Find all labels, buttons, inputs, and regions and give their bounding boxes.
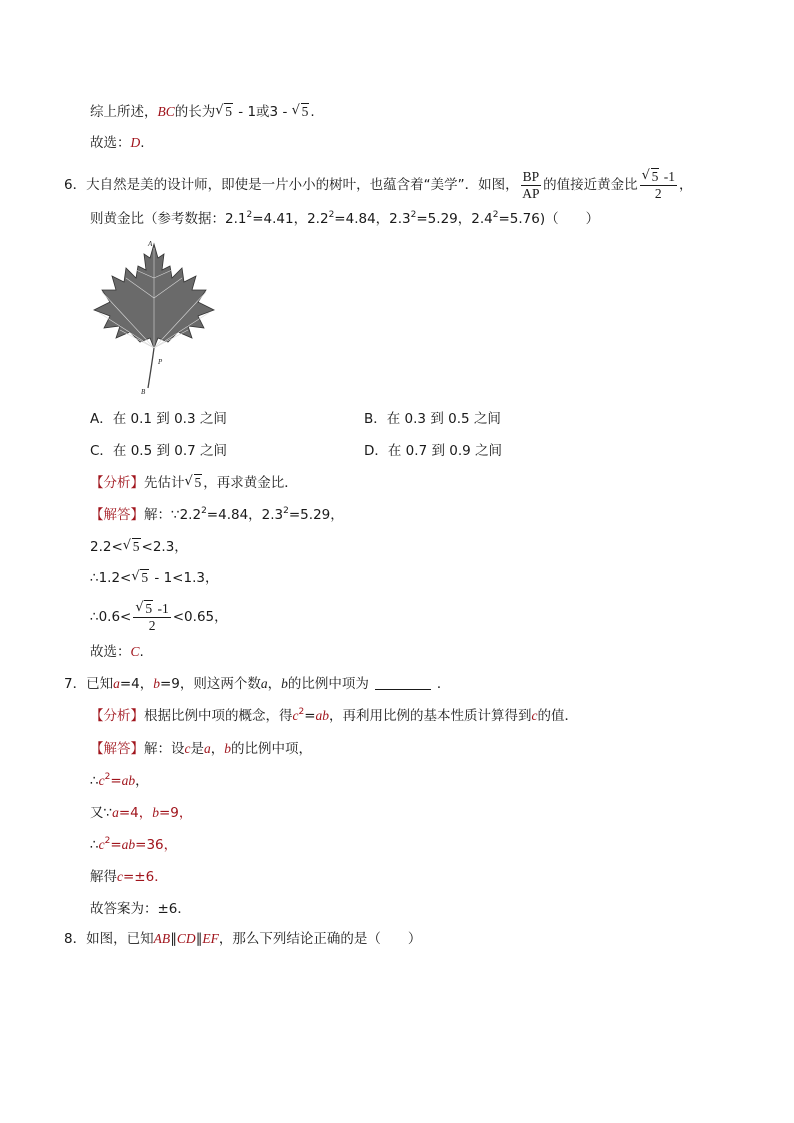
- answer-blank[interactable]: [375, 677, 431, 690]
- prev-answer: 故选：D.: [90, 135, 145, 151]
- q6-solution-line1: 【解答】解：$\because 2.2^2=4.84$，$2.3^2=5.29$，: [90, 506, 344, 523]
- q7-solution-line3: 又∵a=4，b=9，: [90, 805, 193, 821]
- q6-answer: 故选：C.: [90, 644, 144, 660]
- golden-ratio-fraction: √ 5 -1 2: [641, 168, 675, 201]
- bp-ap-fraction: $\frac{BP}{AP}$: [522, 169, 540, 201]
- q7-analysis: 【分析】根据比例中项的概念，得$c^2=ab$，再利用比例的基本性质计算得到c的值．: [90, 707, 579, 724]
- q7-stem: 7．已知a=4，b=9，则这两个数a，b的比例中项为 ．: [64, 676, 451, 692]
- q6-stem-line1: 6．大自然是美的设计师，即使是一片小小的树叶，也蕴含着“美学”．如图， $\frac{BP}{AP}$ 的值接近黄金比 √ 5 -1 2 ，: [64, 168, 693, 201]
- q7-solution-line5: 解得c=±6．: [90, 869, 168, 885]
- q7-final-answer: 故答案为：±6．: [90, 901, 191, 917]
- q6-option-b[interactable]: B．在 0.3 到 0.5 之间: [364, 411, 501, 427]
- q8-stem: 8．如图，已知AB∥CD∥EF，那么下列结论正确的是（ ）: [64, 931, 422, 947]
- q6-stem-line2: 则黄金比（参考数据：$2.1^2=4.41$，$2.2^2=4.84$，$2.3^2=5.29$，$2.4^2=5.76$)（ ）: [90, 210, 600, 227]
- point-b-label: B: [141, 388, 146, 396]
- q6-analysis: 【分析】先估计 √ 5 ，再求黄金比．: [90, 474, 298, 491]
- q6-option-c[interactable]: C．在 0.5 到 0.7 之间: [90, 443, 228, 459]
- q6-solution-line4: ∴0.6< √ 5 -1 2 <0.65，: [90, 600, 228, 633]
- q6-solution-line2: 2.2< √ 5 <2.3，: [90, 538, 188, 555]
- q6-solution-line3: ∴1.2< √ 5 - 1<1.3，: [90, 569, 219, 586]
- point-a-label: A: [148, 240, 153, 248]
- point-p-label: P: [158, 358, 163, 366]
- sqrt-symbol: √ 5: [215, 103, 233, 119]
- q6-option-d[interactable]: D．在 0.7 到 0.9 之间: [364, 443, 502, 459]
- prev-summary: 综上所述，BC的长为 √ 5 - 1或3 - √ 5 .: [90, 103, 315, 120]
- q7-solution-line4: $\therefore c^2=ab=36$，: [90, 836, 178, 853]
- q7-solution-line2: $\therefore c^2=ab$，: [90, 772, 149, 789]
- q7-solution-line1: 【解答】解：设c是a，b的比例中项，: [90, 741, 312, 757]
- maple-leaf-figure: [88, 238, 220, 396]
- q6-option-a[interactable]: A．在 0.1 到 0.3 之间: [90, 411, 227, 427]
